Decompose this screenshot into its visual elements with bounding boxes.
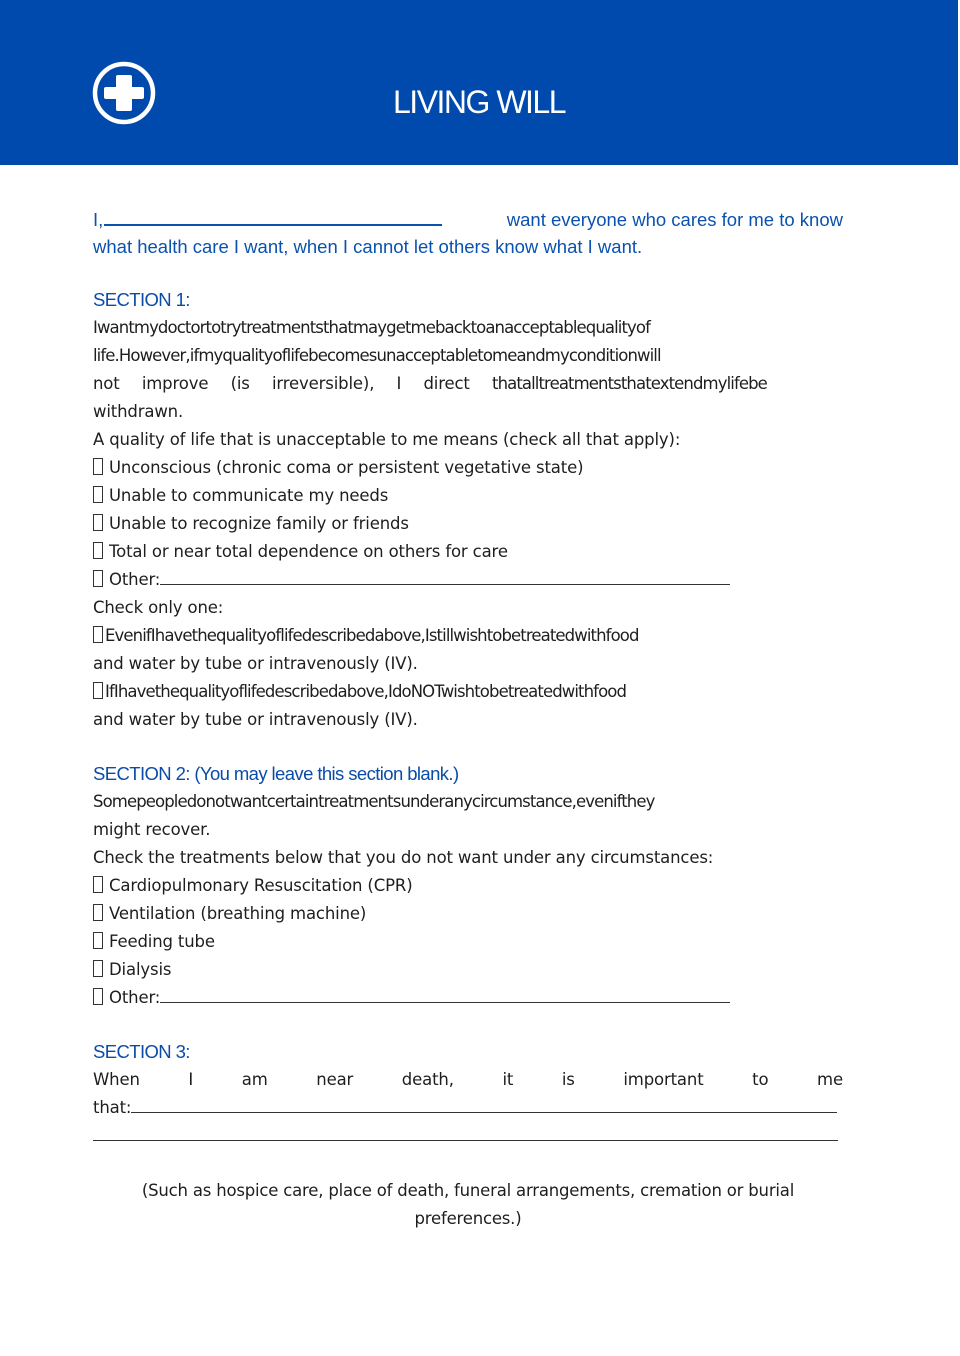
word: thatalltreatmentsthatextendmylifebe xyxy=(492,374,767,393)
checkbox[interactable] xyxy=(93,486,103,503)
checkbox-label: Total or near total dependence on others for care xyxy=(109,542,508,561)
checkbox-label: Other: xyxy=(109,570,161,589)
treatment-item-feeding-tube xyxy=(93,928,843,956)
section-3-prompt xyxy=(93,1066,843,1094)
section-2-paragraph-line: Somepeopledonotwantcertaintreatmentsunderanycircumstance,evenifthey xyxy=(93,792,655,811)
section-1-paragraph-line: life.However,ifmyqualityoflifebecomesunacceptabletomeandmyconditionwill xyxy=(93,346,661,365)
option-1-line xyxy=(93,622,843,650)
form-body xyxy=(93,206,843,1150)
intro-prefix: I, xyxy=(93,209,104,230)
treatment-item-other xyxy=(93,984,843,1012)
word: important xyxy=(623,1070,704,1089)
intro-statement xyxy=(93,206,843,260)
checkbox-label: Unconscious (chronic coma or persistent vegetative state) xyxy=(109,458,584,477)
name-field[interactable] xyxy=(104,207,442,226)
section-2-paragraph-line: might recover. xyxy=(93,820,211,839)
word: I xyxy=(396,374,402,393)
checkbox-label: Dialysis xyxy=(109,960,172,979)
section-3-heading: SECTION 3: xyxy=(93,1041,190,1062)
word: irreversible), xyxy=(271,374,375,393)
word: is xyxy=(561,1070,575,1089)
checkbox-label: Ventilation (breathing machine) xyxy=(109,904,367,923)
section-2-heading: SECTION 2: (You may leave this section blank.) xyxy=(93,763,459,784)
check-one-label: Check only one: xyxy=(93,598,224,617)
checkbox-label: Unable to recognize family or friends xyxy=(109,514,409,533)
that-label: that: xyxy=(93,1098,132,1117)
answer-field-line-2[interactable] xyxy=(93,1122,838,1141)
criteria-item-unconscious xyxy=(93,454,843,482)
word: near xyxy=(316,1070,354,1089)
option-label: IfIhavethequalityoflifedescribedabove,IdoNOTwishtobetreatedwithfood xyxy=(105,682,627,701)
checkbox[interactable] xyxy=(93,570,103,587)
intro-line-2: what health care I want, when I cannot let others know what I want. xyxy=(93,236,643,257)
intro-suffix: want everyone who cares for me to know xyxy=(506,209,843,230)
checkbox[interactable] xyxy=(93,514,103,531)
criteria-item-dependence xyxy=(93,538,843,566)
checkbox[interactable] xyxy=(93,876,103,893)
checkbox[interactable] xyxy=(93,458,103,475)
word: me xyxy=(817,1070,843,1089)
checkbox-label: Cardiopulmonary Resuscitation (CPR) xyxy=(109,876,413,895)
word: death, xyxy=(401,1070,454,1089)
criteria-item-other xyxy=(93,566,843,594)
checkbox[interactable] xyxy=(93,988,103,1005)
section-1-paragraph-line: withdrawn. xyxy=(93,402,184,421)
section-3-answer-row-2 xyxy=(93,1122,843,1150)
answer-field-line-1[interactable] xyxy=(131,1094,837,1113)
treatment-item-cpr xyxy=(93,872,843,900)
checkbox[interactable] xyxy=(93,626,103,643)
other-field[interactable] xyxy=(160,984,730,1003)
word: I xyxy=(188,1070,194,1089)
option-2-line xyxy=(93,678,843,706)
criteria-item-communicate xyxy=(93,482,843,510)
word: direct xyxy=(423,374,470,393)
word: it xyxy=(502,1070,514,1089)
checkbox[interactable] xyxy=(93,904,103,921)
other-field[interactable] xyxy=(160,566,730,585)
word: not xyxy=(93,374,120,393)
checkbox[interactable] xyxy=(93,682,103,699)
word: (is xyxy=(230,374,250,393)
section-1-heading: SECTION 1: xyxy=(93,289,190,310)
option-1-line-2: and water by tube or intravenously (IV). xyxy=(93,654,418,673)
section-1-paragraph-line xyxy=(93,370,767,398)
checkbox-label: Unable to communicate my needs xyxy=(109,486,389,505)
treatments-label: Check the treatments below that you do not want under any circumstances: xyxy=(93,848,714,867)
document-title: LIVING WILL xyxy=(393,84,565,120)
section-3-note: (Such as hospice care, place of death, funeral arrangements, cremation or burial preferences.) xyxy=(141,1181,795,1228)
criteria-label: A quality of life that is unacceptable to me means (check all that apply): xyxy=(93,430,681,449)
checkbox-label: Feeding tube xyxy=(109,932,215,951)
treatment-item-dialysis xyxy=(93,956,843,984)
option-label: EvenifIhavethequalityoflifedescribedabove,Istillwishtobetreatedwithfood xyxy=(105,626,639,645)
word: am xyxy=(241,1070,268,1089)
section-1-paragraph-line: Iwantmydoctortotrytreatmentsthatmaygetmebacktoanacceptablequalityof xyxy=(93,318,651,337)
word: to xyxy=(752,1070,769,1089)
criteria-item-recognize xyxy=(93,510,843,538)
word: improve xyxy=(141,374,209,393)
option-2-line-2: and water by tube or intravenously (IV). xyxy=(93,710,418,729)
header-banner xyxy=(0,0,958,165)
treatment-item-ventilation xyxy=(93,900,843,928)
checkbox[interactable] xyxy=(93,542,103,559)
section-3-answer-row-1 xyxy=(93,1094,843,1122)
checkbox[interactable] xyxy=(93,932,103,949)
word: When xyxy=(93,1070,140,1089)
checkbox[interactable] xyxy=(93,960,103,977)
checkbox-label: Other: xyxy=(109,988,161,1007)
